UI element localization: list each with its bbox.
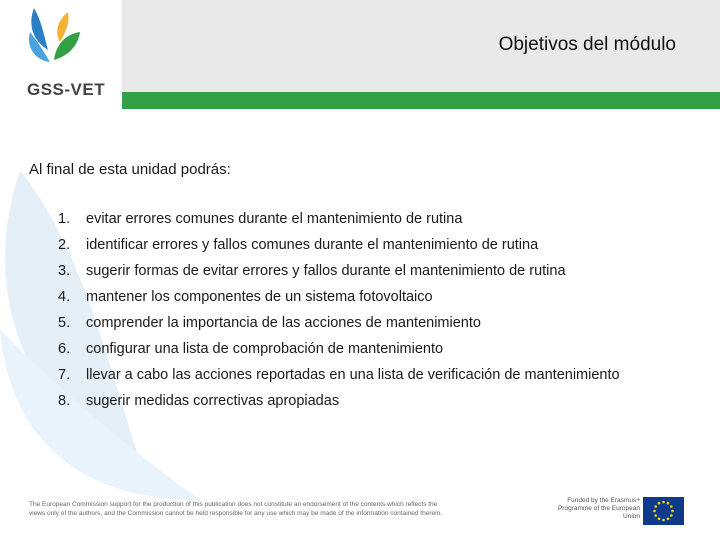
item-number: 3. [58, 263, 71, 279]
item-text: evitar errores comunes durante el mantenimiento de rutina [86, 211, 463, 227]
item-number: 8. [58, 393, 71, 409]
item-number: 5. [58, 315, 71, 331]
item-text: sugerir medidas correctivas apropiadas [86, 393, 340, 409]
leaf-logo-icon [24, 6, 84, 70]
item-text: llevar a cabo las acciones reportadas en una lista de verificación de mantenimiento [86, 367, 620, 383]
item-text: mantener los componentes de un sistema fotovoltaico [86, 289, 433, 305]
eu-flag-icon [643, 497, 684, 525]
intro-text: Al final de esta unidad podrás: [29, 161, 231, 178]
item-text: identificar errores y fallos comunes durante el mantenimiento de rutina [86, 237, 539, 253]
item-number: 7. [58, 367, 71, 383]
list-item [58, 338, 678, 360]
item-text: comprender la importancia de las acciones de mantenimiento [86, 315, 481, 331]
item-number: 4. [58, 289, 71, 305]
logo-text: GSS-VET [27, 80, 106, 99]
item-number: 2. [58, 237, 71, 253]
list-item [58, 312, 678, 334]
page-title: Objetivos del módulo [498, 34, 676, 55]
logo [0, 0, 122, 108]
list-item [58, 364, 678, 386]
eu-disclaimer: The European Commission support for the production of this publication does not constitute an endorsement of the contents which reflects the views only of the authors, and the Commission cannot be held responsible for any use which may be made of the information contained therein. [29, 501, 442, 517]
objectives-list [58, 208, 678, 416]
list-item [58, 286, 678, 308]
item-text: configurar una lista de comprobación de mantenimiento [86, 341, 444, 357]
item-number: 6. [58, 341, 71, 357]
funding-text: Funded by the Erasmus+ Programme of the European Union [557, 497, 640, 520]
list-item [58, 208, 678, 230]
list-item [58, 234, 678, 256]
item-number: 1. [58, 211, 71, 227]
list-item [58, 260, 678, 282]
list-item [58, 390, 678, 412]
item-text: sugerir formas de evitar errores y fallos durante el mantenimiento de rutina [86, 263, 566, 279]
header-accent-bar [122, 92, 720, 109]
